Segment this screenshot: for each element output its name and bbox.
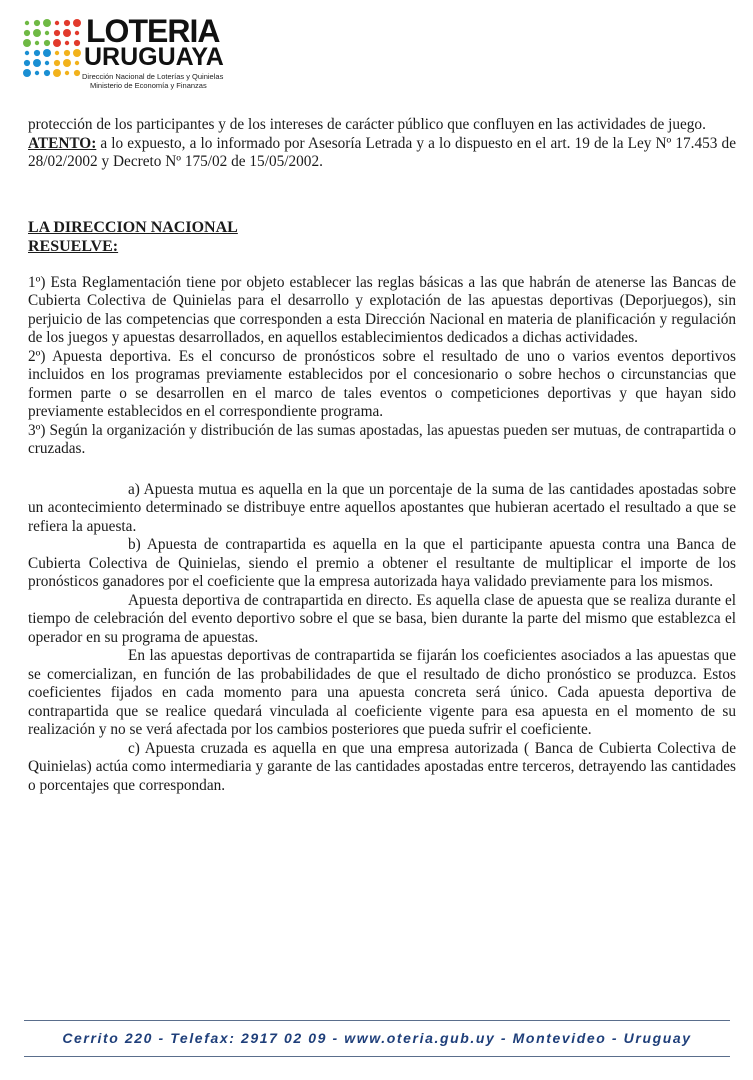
logo-dot: [74, 70, 80, 76]
logo-dot: [64, 20, 70, 26]
logo-dot: [75, 61, 79, 65]
logo-dot: [53, 69, 61, 77]
ministry-name: Ministerio de Economía y Finanzas: [90, 81, 207, 90]
brand-subtitle: URUGUAYA: [84, 43, 224, 71]
logo-dot: [73, 19, 81, 27]
logo-dot: [63, 59, 71, 67]
article-1: 1º) Esta Reglamentación tiene por objeto establecer las reglas básicas a las que habrán de atenerse las Bancas de Cubierta Colectiva de Quinielas para el desarrollo y explotación de las apuestas deportivas (Deporjuegos), sin perjuicio de las competencias que corresponden a esta Dirección Nacional en materia de planificación y regulación de los juegos y apuestas desarrollados, en aquellos establecimientos dedicados a dichas actividades.: [28, 273, 736, 346]
logo-dot: [24, 30, 30, 36]
header-logo: [22, 14, 282, 94]
atento-paragraph: [28, 135, 736, 172]
heading-direccion: LA DIRECCION NACIONAL: [28, 218, 238, 236]
institution-name: Dirección Nacional de Loterías y Quinielas: [82, 72, 224, 81]
intro-paragraph: protección de los participantes y de los intereses de carácter público que confluyen en las actividades de juego.: [28, 116, 706, 133]
logo-dot: [33, 29, 41, 37]
logo-dot: [25, 51, 29, 55]
logo-dot: [54, 60, 60, 66]
logo-dot: [45, 31, 49, 35]
logo-dot: [34, 50, 40, 56]
logo-dot: [54, 30, 60, 36]
document-body: [28, 116, 736, 795]
brand-title: LOTERIA: [86, 13, 220, 49]
logo-dot: [64, 50, 70, 56]
logo-dot: [23, 39, 31, 47]
logo-dot: [53, 39, 61, 47]
logo-dot: [45, 61, 49, 65]
footer-rule-top: [24, 1020, 730, 1021]
clause-b-direct: Apuesta deportiva de contrapartida en directo. Es aquella clase de apuesta que se realiza durante el tiempo de celebración del evento deportivo sobre el que se basa, bien durante la parte del mismo que establezca el operador en su programa de apuestas.: [28, 591, 736, 646]
logo-dot: [44, 70, 50, 76]
logo-dot: [23, 69, 31, 77]
logo-dot: [24, 60, 30, 66]
footer-contact: Cerrito 220 - Telefax: 2917 02 09 - www.oteria.gub.uy - Montevideo - Uruguay: [62, 1030, 692, 1046]
logo-dot: [65, 71, 69, 75]
footer-rule-bottom: [24, 1056, 730, 1057]
clause-b-coefficients: En las apuestas deportivas de contrapartida se fijarán los coeficientes asociados a las apuestas que se comercializan, en función de las probabilidades de que el resultado de dicho pronóstico se produzca. Estos coeficientes fijados en cada momento para una apuesta concreta será único. Cada apuesta deportiva de contrapartida que se realice quedará vinculada al coeficiente vigente para esa apuesta en el momento de su realización y no se verá afectada por los cambios posteriores que pueda sufrir el coeficiente.: [28, 647, 736, 738]
article-2: 2º) Apuesta deportiva. Es el concurso de pronósticos sobre el resultado de uno o varios eventos deportivos incluidos en los programas previamente establecidos por el concesionario o sobre hechos o circunstancias que formen parte o se desarrollen en el marco de tales eventos o competiciones deportivas y que hayan sido previamente establecidos en el correspondiente programa.: [28, 347, 736, 420]
logo-dot: [73, 49, 81, 57]
logo-dot: [55, 51, 59, 55]
logo-dot: [74, 40, 80, 46]
logo-dot: [35, 71, 39, 75]
article-3: 3º) Según la organización y distribución de las sumas apostadas, las apuestas pueden ser mutuas, de contrapartida o cruzadas.: [28, 421, 736, 457]
logo-dot: [55, 21, 59, 25]
logo-dot: [75, 31, 79, 35]
logo-dot: [44, 40, 50, 46]
logo-dot: [65, 41, 69, 45]
atento-text: a lo expuesto, a lo informado por Asesoría Letrada y a lo dispuesto en el art. 19 de la Ley Nº 17.453 de 28/02/2002 y Decreto Nº 175/02 de 15/05/2002.: [28, 134, 736, 170]
logo-dot: [34, 20, 40, 26]
logo-dot: [43, 49, 51, 57]
atento-label: ATENTO:: [28, 134, 97, 152]
logo-dot: [63, 29, 71, 37]
logo-dot: [33, 59, 41, 67]
clause-c: c) Apuesta cruzada es aquella en que una empresa autorizada ( Banca de Cubierta Colectiva de Quinielas) actúa como intermediaria y garante de las cantidades apostadas entre terceros, detrayendo las cantidades o porcentajes que correspondan.: [28, 739, 736, 794]
logo-dot: [35, 41, 39, 45]
logo-dot: [25, 21, 29, 25]
logo-dots-icon: [22, 18, 82, 78]
logo-dot: [43, 19, 51, 27]
clause-a: a) Apuesta mutua es aquella en la que un porcentaje de la suma de las cantidades apostadas sobre un acontecimiento determinado se distribuye entre aquellos apostantes que hubieran acertado el resultado a que se refiera la apuesta.: [28, 480, 736, 535]
clause-b: b) Apuesta de contrapartida es aquella en la que el participante apuesta contra una Banca de Cubierta Colectiva de Quinielas, siendo el premio a obtener el resultante de multiplicar el importe de los pronósticos ganadores por el coeficiente que la empresa autorizada haya validado previamente para los mismos.: [28, 536, 736, 590]
heading-resuelve: RESUELVE:: [28, 237, 119, 255]
